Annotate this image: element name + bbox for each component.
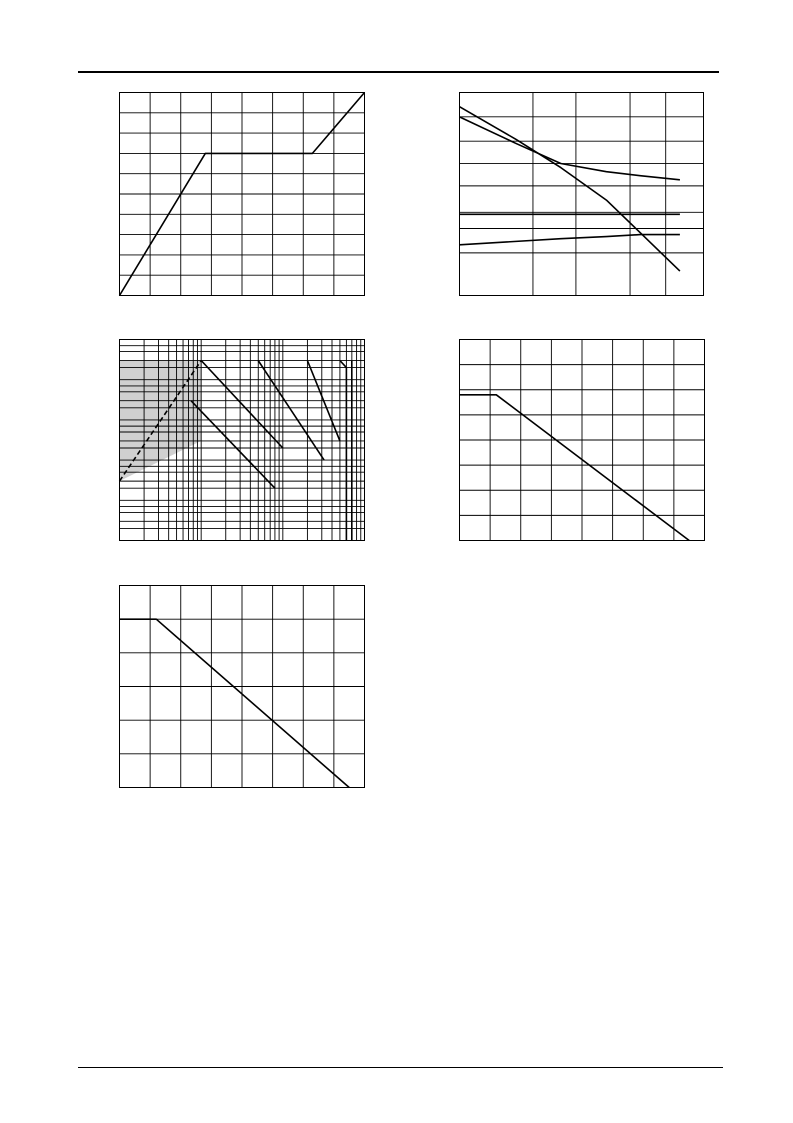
series-line-1	[460, 107, 680, 271]
series-line-6	[340, 361, 347, 541]
footer-rule	[78, 1067, 723, 1068]
header-rule	[78, 71, 719, 73]
chart-2	[459, 92, 704, 296]
chart-1	[119, 92, 365, 296]
series-line-1	[120, 619, 350, 787]
plot-frame	[460, 93, 704, 296]
chart-3	[119, 339, 365, 541]
series-line-3	[191, 401, 275, 489]
series-line-1	[460, 395, 690, 541]
chart-5	[119, 585, 365, 788]
chart-4	[459, 339, 705, 541]
